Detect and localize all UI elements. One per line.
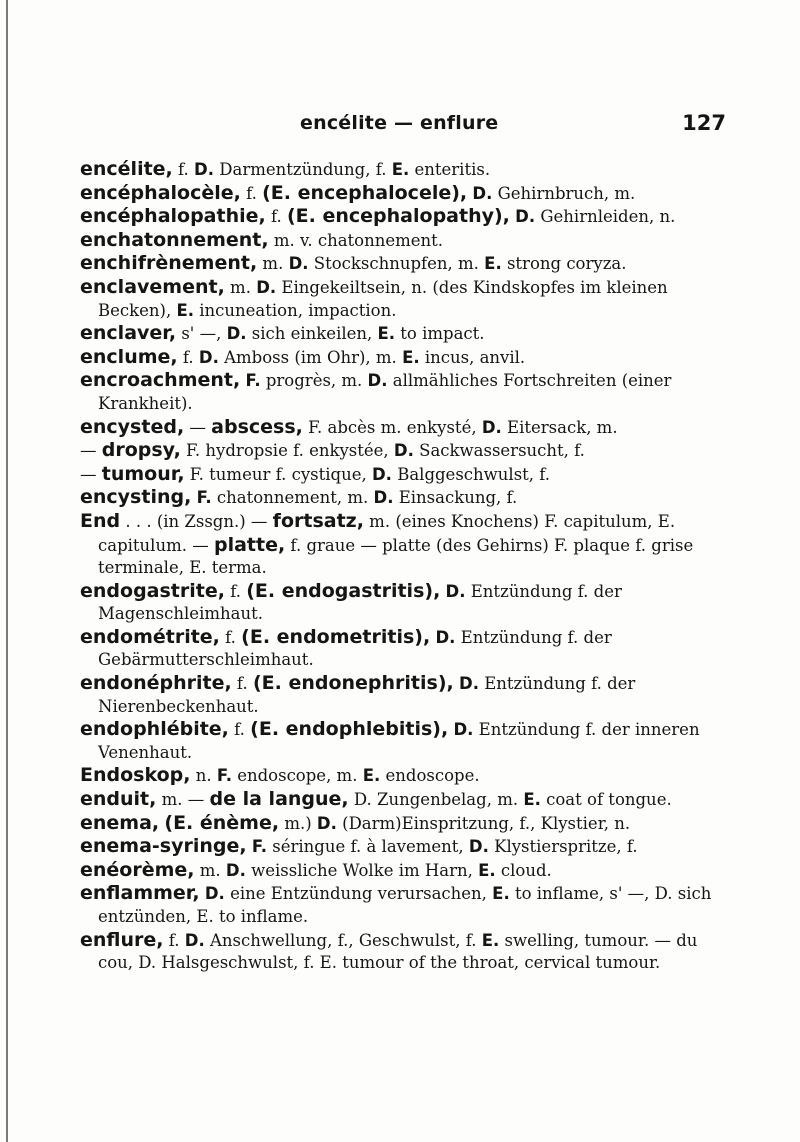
dictionary-entry: endométrite, f. (E. endometritis), D. Entzündung f. der Gebärmutterschleimhaut.	[80, 625, 612, 670]
dictionary-entries	[80, 158, 730, 975]
dictionary-entry: enéorème, m. D. weissliche Wolke im Harn, E. cloud.	[80, 858, 552, 881]
dictionary-entry: enchatonnement, m. v. chatonnement.	[80, 228, 444, 251]
dictionary-entry: enema-syringe, F. séringue f. à lavement, D. Klystierspritze, f.	[80, 835, 638, 858]
dictionary-entry: endophlébite, f. (E. endophlebitis), D. Entzündung f. der inneren Venenhaut.	[80, 718, 700, 762]
dictionary-entry: encysting, F. chatonnement, m. D. Einsackung, f.	[80, 486, 518, 509]
dictionary-entry: encéphalocèle, f. (E. encephalocele), D. Gehirnbruch, m.	[80, 181, 636, 204]
dictionary-entry: End . . . (in Zssgn.) — fortsatz, m. (eines Knochens) F. capitulum, E. capitulum. — platte, f. graue — platte (des Gehirns) F. plaque f. grise terminale, E. terma.	[80, 509, 694, 578]
running-headwords: encélite — enflure	[300, 112, 499, 134]
page-edge-line	[6, 0, 8, 1142]
page-number: 127	[682, 111, 726, 135]
dictionary-entry: enclume, f. D. Amboss (im Ohr), m. E. incus, anvil.	[80, 345, 526, 368]
dictionary-entry: encroachment, F. progrès, m. D. allmähliches Fortschreiten (einer Krankheit).	[80, 369, 672, 413]
dictionary-entry: enclavement, m. D. Eingekeiltsein, n. (des Kindskopfes im kleinen Becken), E. incuneation, impaction.	[80, 275, 668, 320]
dictionary-entry: enflammer, D. eine Entzündung verursachen, E. to inflame, s' —, D. sich entzünden, E. to inflame.	[80, 882, 712, 926]
dictionary-entry: endogastrite, f. (E. endogastritis), D. Entzündung f. der Magenschleimhaut.	[80, 579, 622, 624]
dictionary-entry: — tumour, F. tumeur f. cystique, D. Balggeschwulst, f.	[80, 462, 551, 485]
dictionary-entry: encélite, f. D. Darmentzündung, f. E. enteritis.	[80, 158, 491, 180]
dictionary-entry: enema, (E. énème, m.) D. (Darm)Einspritzung, f., Klystier, n.	[80, 811, 631, 834]
dictionary-entry: enchifrènement, m. D. Stockschnupfen, m. E. strong coryza.	[80, 252, 627, 275]
dictionary-entry: encéphalopathie, f. (E. encephalopathy), D. Gehirnleiden, n.	[80, 205, 676, 228]
dictionary-entry: enduit, m. — de la langue, D. Zungenbelag, m. E. coat of tongue.	[80, 788, 672, 811]
running-header	[0, 112, 800, 142]
dictionary-entry: encysted, — abscess, F. abcès m. enkysté, D. Eitersack, m.	[80, 415, 618, 438]
dictionary-entry: Endoskop, n. F. endoscope, m. E. endoscope.	[80, 764, 480, 787]
dictionary-entry: — dropsy, F. hydropsie f. enkystée, D. Sackwassersucht, f.	[80, 439, 585, 462]
dictionary-entry: enclaver, s' —, D. sich einkeilen, E. to impact.	[80, 322, 485, 345]
dictionary-entry: enflure, f. D. Anschwellung, f., Geschwulst, f. E. swelling, tumour. — du cou, D. Halsgeschwulst, f. E. tumour of the throat, cervical tumour.	[80, 928, 698, 973]
dictionary-entry: endonéphrite, f. (E. endonephritis), D. Entzündung f. der Nierenbeckenhaut.	[80, 672, 636, 716]
